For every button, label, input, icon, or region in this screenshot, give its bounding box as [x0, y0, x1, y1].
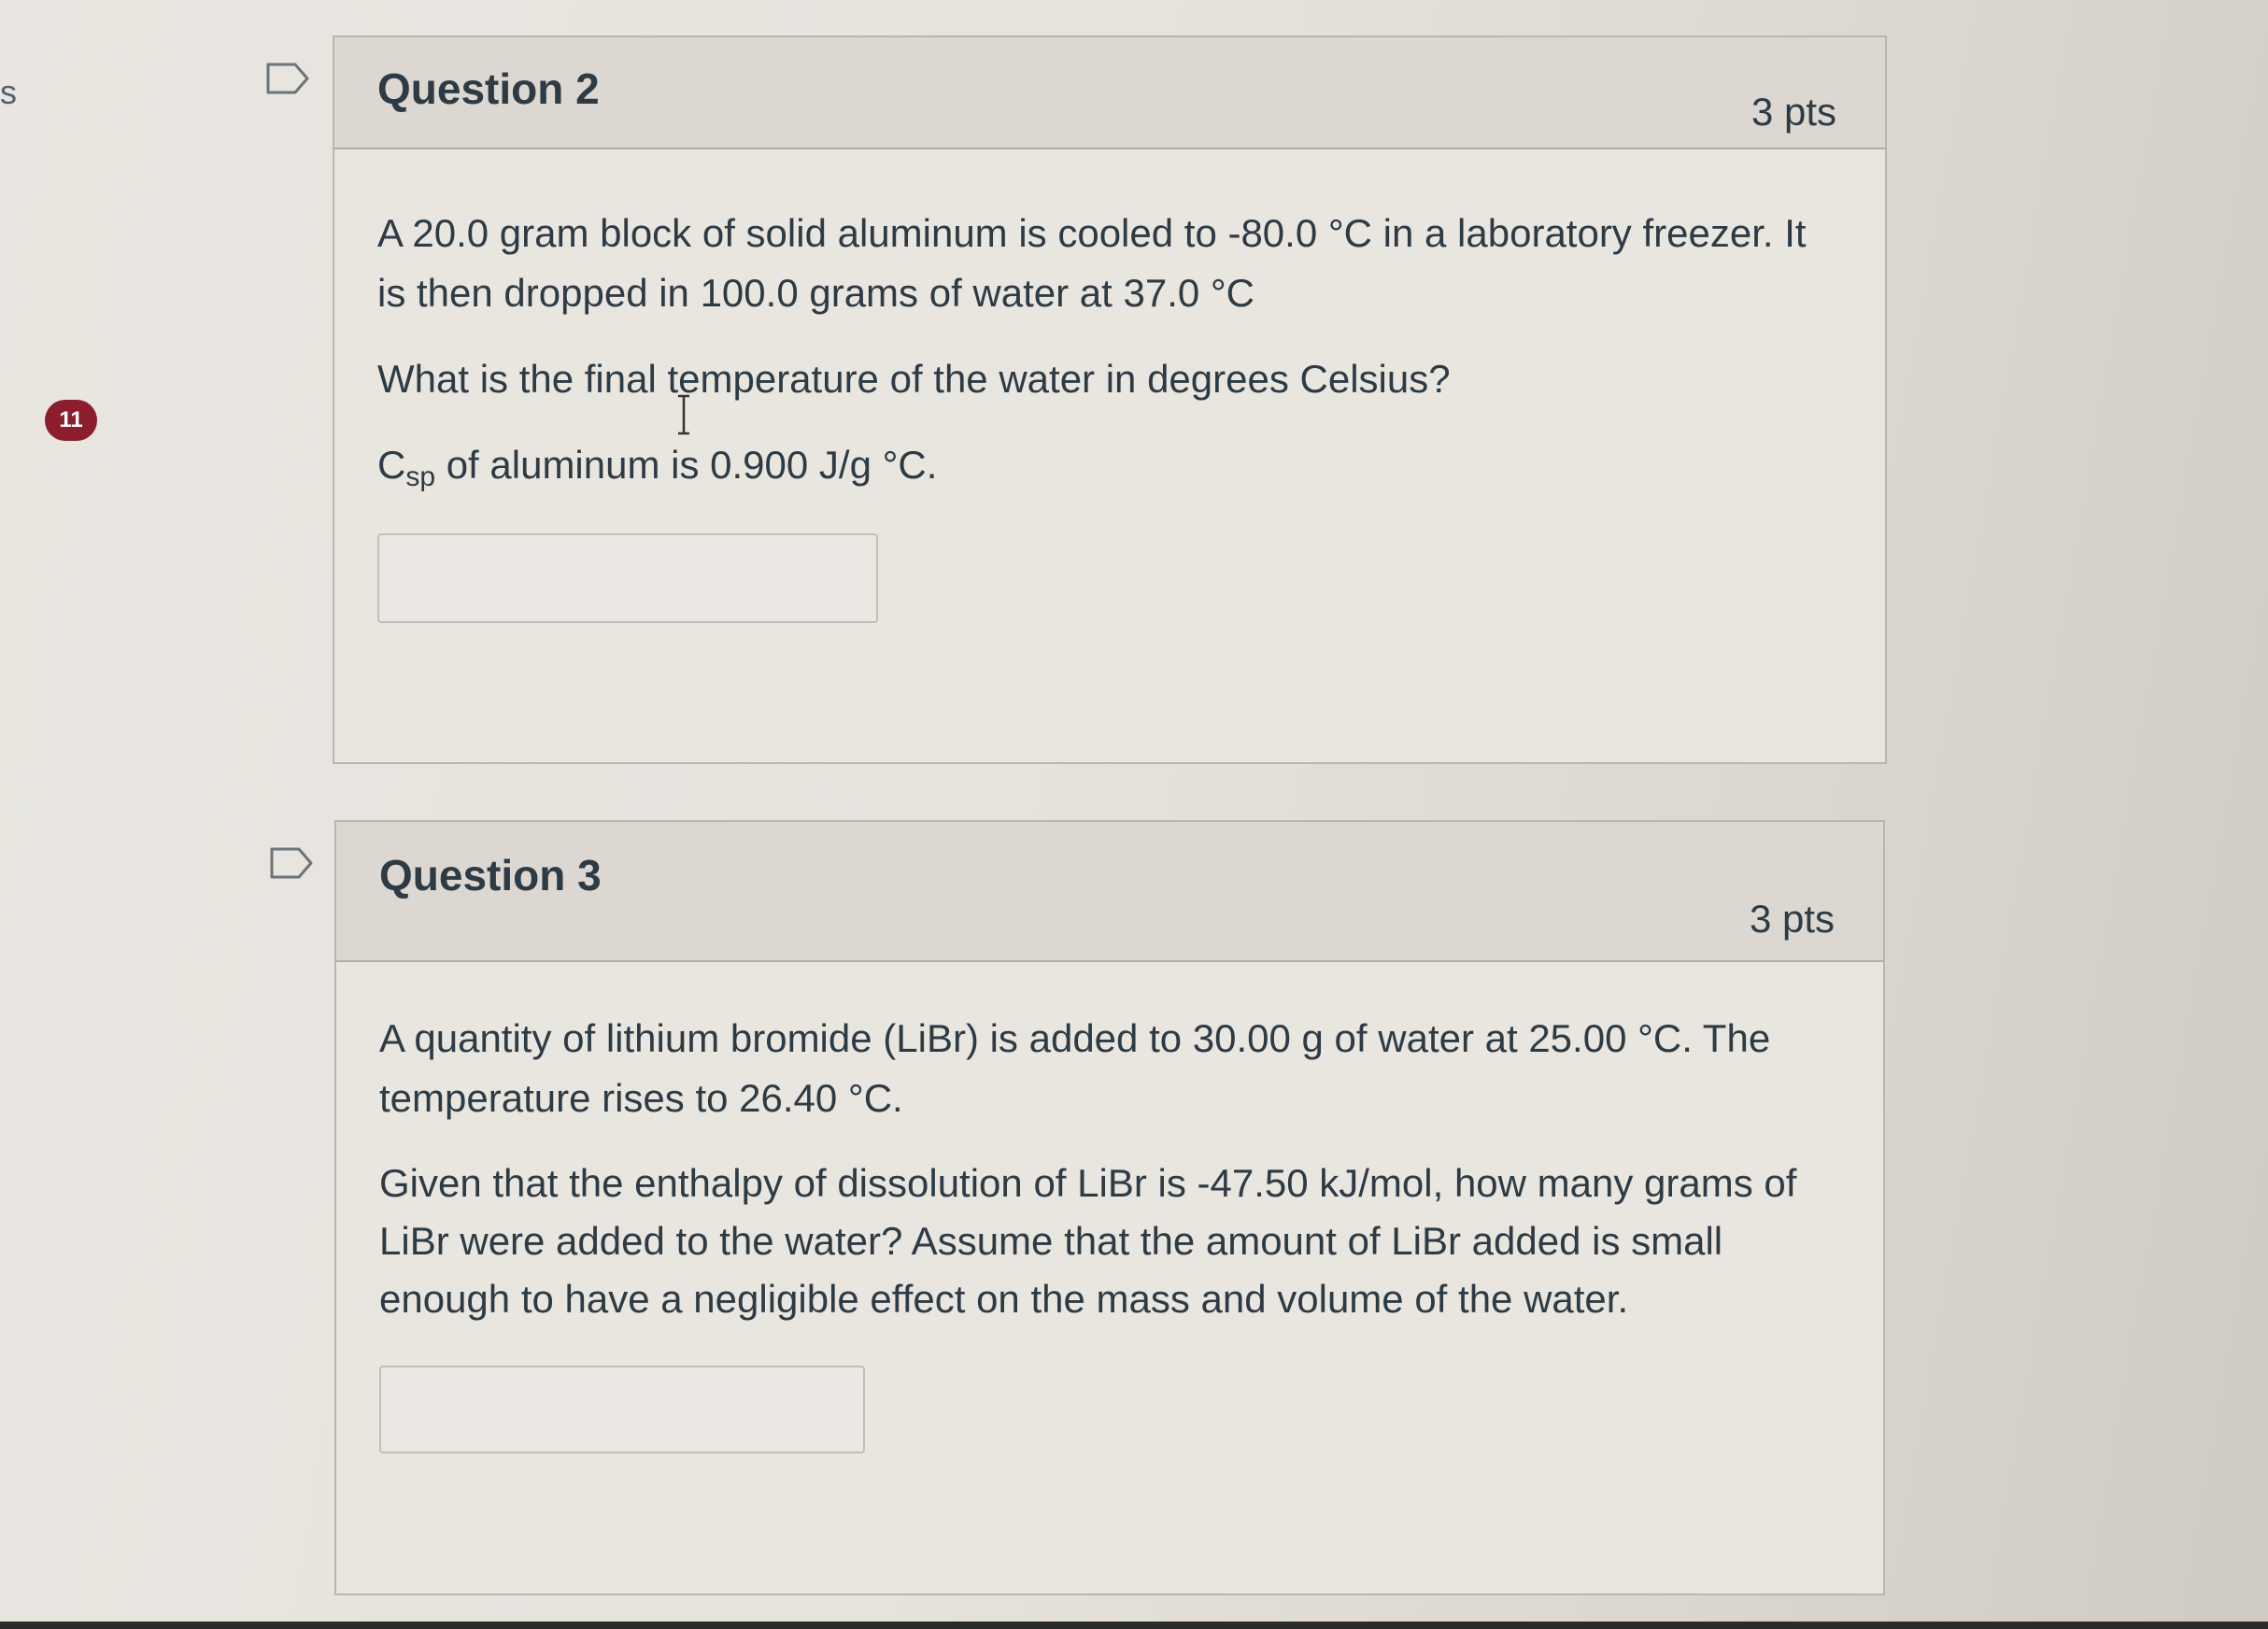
- question-3-points: 3 pts: [1749, 897, 1835, 941]
- question-2-body: [334, 149, 1885, 623]
- question-2-paragraph-2-text: What is the final temperature of the water in degrees Celsius?: [377, 357, 1451, 401]
- question-2-header: [334, 37, 1885, 149]
- sidebar-edge-text: s: [0, 73, 17, 111]
- csp-symbol: C: [377, 443, 406, 487]
- question-3-paragraph-2: Given that the enthalpy of dissolution of LiBr is -47.50 kJ/mol, how many grams of LiBr were added to the water? Assume that the amount of LiBr added is small enough to have a negligible effect on the mass and volume of the water.: [379, 1161, 1797, 1321]
- flag-question-3-icon[interactable]: [269, 846, 314, 880]
- screen-bezel: [0, 1622, 2268, 1629]
- question-2-title: Question 2: [377, 64, 600, 113]
- question-3-paragraph-1: A quantity of lithium bromide (LiBr) is added to 30.00 g of water at 25.00 °C. The temperature rises to 26.40 °C.: [379, 1016, 1771, 1120]
- csp-subscript: sp: [405, 461, 436, 492]
- question-3-header: [336, 822, 1883, 962]
- question-2-specific-heat: [377, 435, 1842, 507]
- question-3-body: [336, 962, 1883, 1453]
- question-3-card: [334, 820, 1885, 1595]
- question-3-title: Question 3: [379, 851, 602, 899]
- question-2-paragraph-2: [377, 349, 1842, 409]
- flag-question-2-icon[interactable]: [265, 62, 310, 95]
- question-3-answer-input[interactable]: [379, 1366, 865, 1453]
- text-cursor-icon: [674, 392, 693, 437]
- csp-text: of aluminum is 0.900 J/g °C.: [435, 443, 938, 487]
- question-2-answer-input[interactable]: [377, 533, 878, 623]
- question-2-points: 3 pts: [1751, 90, 1836, 134]
- unread-count-badge[interactable]: 11: [45, 400, 97, 441]
- question-2-card: [333, 35, 1887, 764]
- question-2-paragraph-1: A 20.0 gram block of solid aluminum is cooled to -80.0 °C in a laboratory freezer. It is then dropped in 100.0 grams of water at 37.0 °C: [377, 211, 1807, 315]
